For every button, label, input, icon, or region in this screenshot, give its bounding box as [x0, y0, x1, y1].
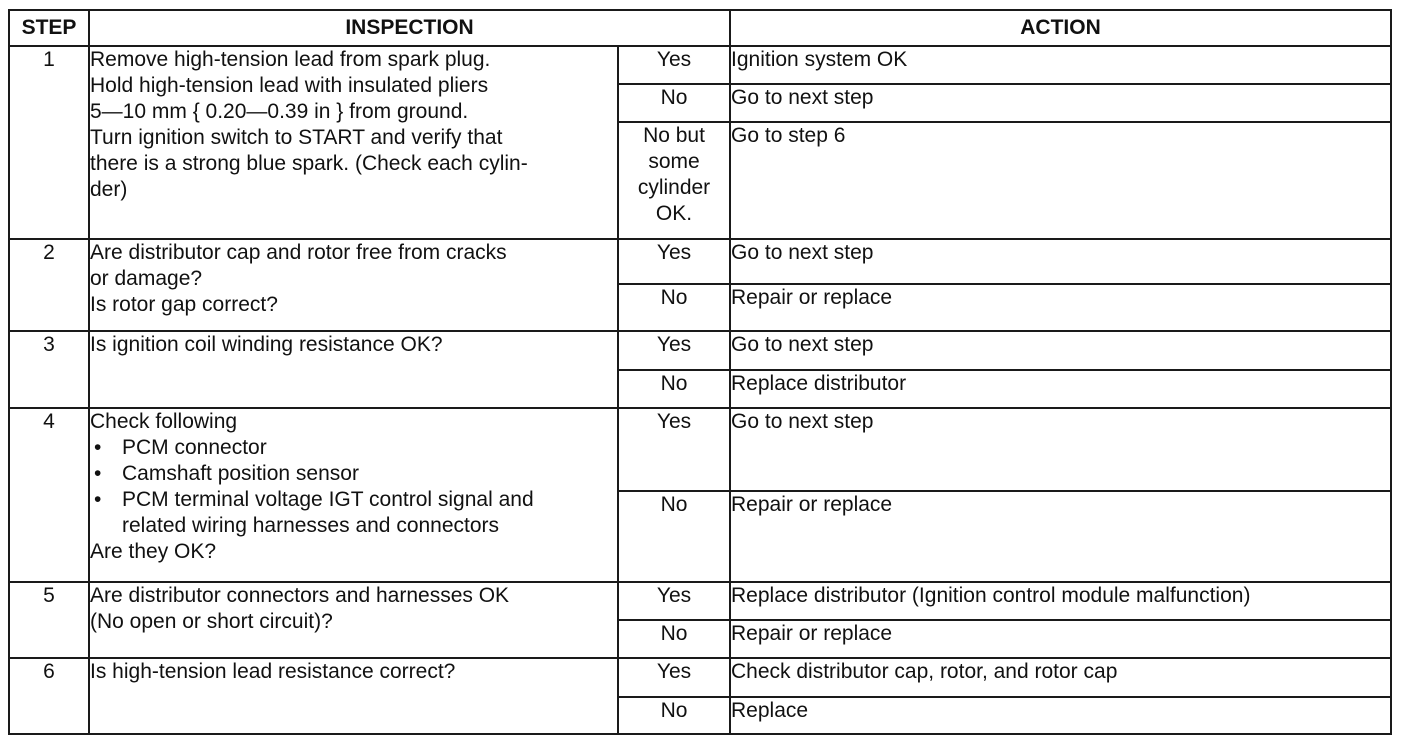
answer-cell: No: [618, 370, 730, 408]
answer-cell: Yes: [618, 46, 730, 84]
table-row: [9, 658, 1391, 697]
step-number: 6: [9, 658, 89, 734]
header-inspection: INSPECTION: [89, 10, 730, 46]
inspection-text: [89, 331, 618, 408]
table-row: [9, 239, 1391, 284]
inspection-line: there is a strong blue spark. (Check each cylin-: [90, 152, 528, 175]
action-cell: Replace distributor (Ignition control module malfunction): [730, 582, 1391, 620]
answer-line: cylinder: [637, 176, 711, 199]
list-item: [90, 461, 617, 487]
action-cell: Go to next step: [730, 84, 1391, 122]
action-cell: Repair or replace: [730, 491, 1391, 582]
table-row: [9, 46, 1391, 84]
answer-cell: No: [618, 620, 730, 658]
bullet-icon: •: [94, 462, 102, 485]
table-row: [9, 331, 1391, 370]
list-item-text: PCM terminal voltage IGT control signal and: [122, 488, 534, 511]
answer-cell: Yes: [618, 331, 730, 370]
inspection-text: [89, 582, 618, 658]
inspection-line: or damage?: [90, 267, 203, 290]
answer-cell: Yes: [618, 658, 730, 697]
inspection-line: Are distributor cap and rotor free from cracks: [90, 241, 507, 264]
bullet-icon: •: [94, 488, 102, 511]
list-item: [90, 487, 617, 539]
inspection-line: 5—10 mm { 0.20—0.39 in } from ground.: [90, 100, 469, 123]
step-number: 3: [9, 331, 89, 408]
answer-cell: No: [618, 491, 730, 582]
bullet-icon: •: [94, 436, 102, 459]
step-number: 5: [9, 582, 89, 658]
inspection-line: (No open or short circuit)?: [90, 610, 333, 633]
answer-cell: Yes: [618, 582, 730, 620]
list-item-text: related wiring harnesses and connectors: [122, 514, 500, 537]
action-cell: Go to next step: [730, 408, 1391, 491]
answer-cell: [618, 122, 730, 239]
check-list: [90, 435, 617, 539]
inspection-text: [89, 46, 618, 239]
list-item-text: Camshaft position sensor: [122, 462, 359, 485]
inspection-line: Hold high-tension lead with insulated pliers: [90, 74, 489, 97]
inspection-line: Is rotor gap correct?: [90, 293, 278, 316]
list-item: [90, 435, 617, 461]
action-cell: Go to next step: [730, 239, 1391, 284]
inspection-intro: Check following: [90, 410, 238, 433]
inspection-outro: Are they OK?: [90, 540, 217, 563]
action-cell: Ignition system OK: [730, 46, 1391, 84]
answer-cell: No: [618, 84, 730, 122]
step-number: 4: [9, 408, 89, 582]
inspection-line: Is ignition coil winding resistance OK?: [90, 333, 443, 356]
action-cell: Check distributor cap, rotor, and rotor cap: [730, 658, 1391, 697]
action-cell: Replace distributor: [730, 370, 1391, 408]
action-cell: Replace: [730, 697, 1391, 734]
action-cell: Go to next step: [730, 331, 1391, 370]
answer-line: OK.: [655, 202, 693, 225]
inspection-line: Is high-tension lead resistance correct?: [90, 660, 456, 683]
table-row: [9, 408, 1391, 491]
inspection-line: der): [90, 178, 128, 201]
action-cell: Repair or replace: [730, 284, 1391, 331]
answer-cell: No: [618, 697, 730, 734]
list-item-text: PCM connector: [122, 436, 267, 459]
inspection-line: Remove high-tension lead from spark plug.: [90, 48, 491, 71]
header-action: ACTION: [730, 10, 1391, 46]
inspection-text: [89, 658, 618, 734]
answer-line: No but: [643, 124, 705, 147]
answer-cell: No: [618, 284, 730, 331]
header-row: [9, 10, 1391, 46]
inspection-text: [89, 408, 618, 582]
inspection-line: Are distributor connectors and harnesses OK: [90, 584, 510, 607]
answer-cell: Yes: [618, 239, 730, 284]
table-row: [9, 582, 1391, 620]
step-number: 1: [9, 46, 89, 239]
troubleshooting-table: [8, 9, 1392, 735]
action-cell: Repair or replace: [730, 620, 1391, 658]
answer-line: some: [648, 150, 700, 173]
header-step: STEP: [9, 10, 89, 46]
action-cell: Go to step 6: [730, 122, 1391, 239]
step-number: 2: [9, 239, 89, 331]
inspection-line: Turn ignition switch to START and verify that: [90, 126, 503, 149]
answer-cell: Yes: [618, 408, 730, 491]
inspection-text: [89, 239, 618, 331]
